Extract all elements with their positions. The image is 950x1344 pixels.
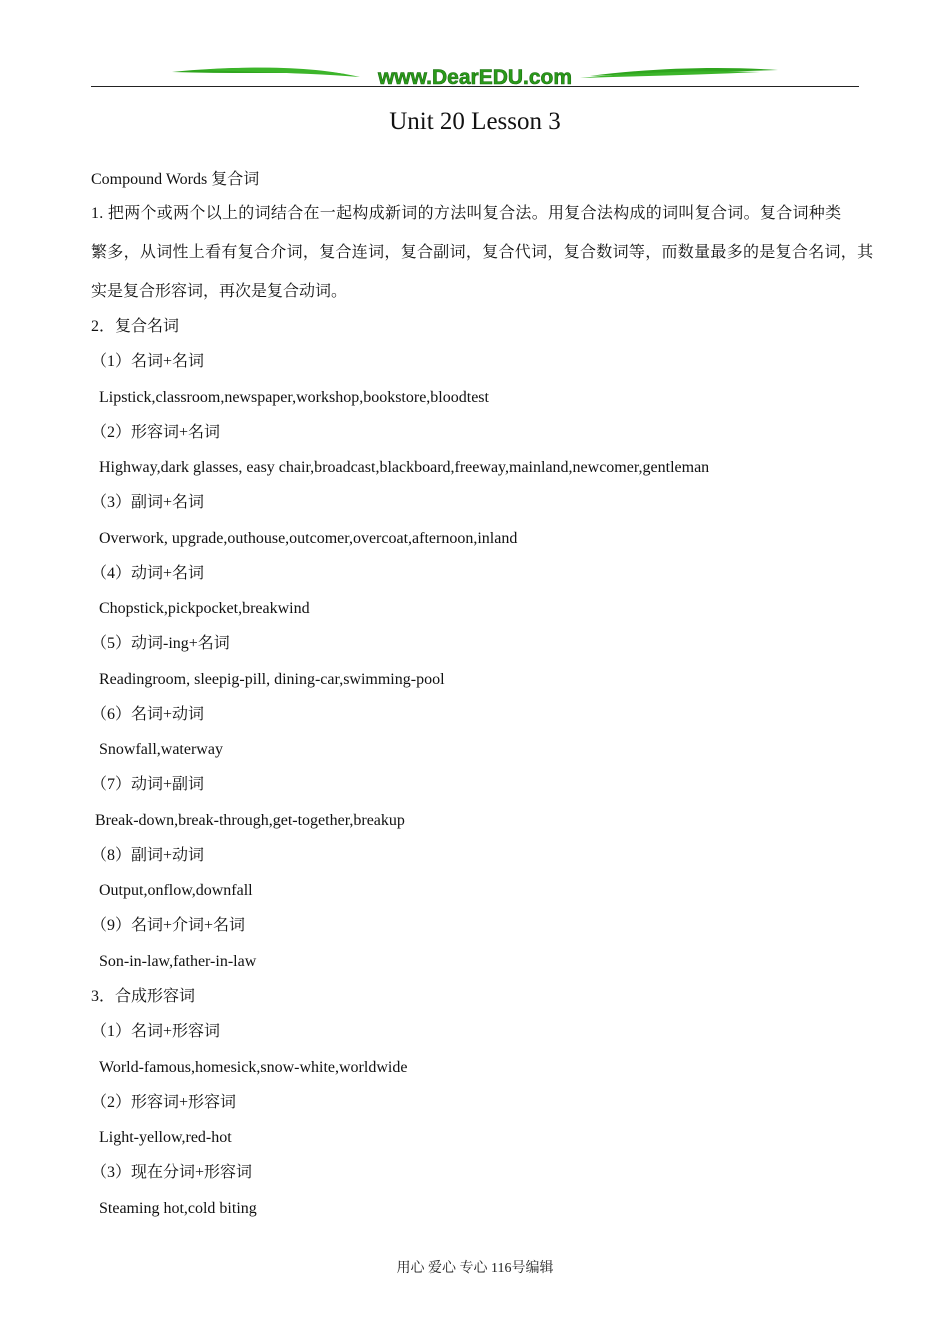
subsection-heading: （3）副词+名词 — [91, 494, 205, 511]
logo-text: www.DearEDU.com — [377, 66, 573, 89]
header-rule — [91, 86, 859, 87]
paragraph-line: 实是复合形容词，再次是复合动词。 — [91, 283, 348, 300]
section-heading: 3．合成形容词 — [91, 988, 196, 1005]
subsection-heading: （3）现在分词+形容词 — [91, 1164, 253, 1181]
example-words: Son-in-law,father-in-law — [99, 953, 257, 970]
example-words: World-famous,homesick,snow-white,worldwide — [99, 1059, 408, 1076]
subsection-heading: （6）名词+动词 — [91, 706, 205, 723]
subsection-heading: （5）动词-ing+名词 — [91, 635, 230, 652]
example-words: Light-yellow,red-hot — [99, 1129, 232, 1146]
document-title: Unit 20 Lesson 3 — [389, 108, 561, 135]
paragraph-line: 1. 把两个或两个以上的词结合在一起构成新词的方法叫复合法。用复合法构成的词叫复合词。复合词种类 — [91, 205, 842, 222]
section-heading: 2．复合名词 — [91, 318, 180, 335]
subsection-heading: （9）名词+介词+名词 — [91, 917, 246, 934]
example-words: Overwork, upgrade,outhouse,outcomer,overcoat,afternoon,inland — [99, 530, 518, 547]
subsection-heading: （1）名词+名词 — [91, 353, 205, 370]
subsection-heading: （2）形容词+形容词 — [91, 1094, 237, 1111]
example-words: Output,onflow,downfall — [99, 882, 253, 899]
subsection-heading: （8）副词+动词 — [91, 847, 205, 864]
page-footer: 用心 爱心 专心 116号编辑 — [396, 1261, 554, 1276]
paragraph-line: 繁多，从词性上看有复合介词，复合连词，复合副词，复合代词，复合数词等，而数量最多的是复合名词，其 — [91, 244, 874, 261]
example-words: Readingroom, sleepig-pill, dining-car,swimming-pool — [99, 671, 445, 688]
example-words: Snowfall,waterway — [99, 741, 223, 758]
subsection-heading: （2）形容词+名词 — [91, 424, 221, 441]
example-words: Steaming hot,cold biting — [99, 1200, 257, 1217]
example-words: Chopstick,pickpocket,breakwind — [99, 600, 310, 617]
example-words: Highway,dark glasses, easy chair,broadcast,blackboard,freeway,mainland,newcomer,gentleman — [99, 459, 710, 476]
subsection-heading: （1）名词+形容词 — [91, 1023, 221, 1040]
example-words: Lipstick,classroom,newspaper,workshop,bookstore,bloodtest — [99, 389, 489, 406]
example-words: Break-down,break-through,get-together,breakup — [95, 812, 405, 829]
section-heading: Compound Words 复合词 — [91, 171, 260, 188]
subsection-heading: （7）动词+副词 — [91, 776, 205, 793]
subsection-heading: （4）动词+名词 — [91, 565, 205, 582]
